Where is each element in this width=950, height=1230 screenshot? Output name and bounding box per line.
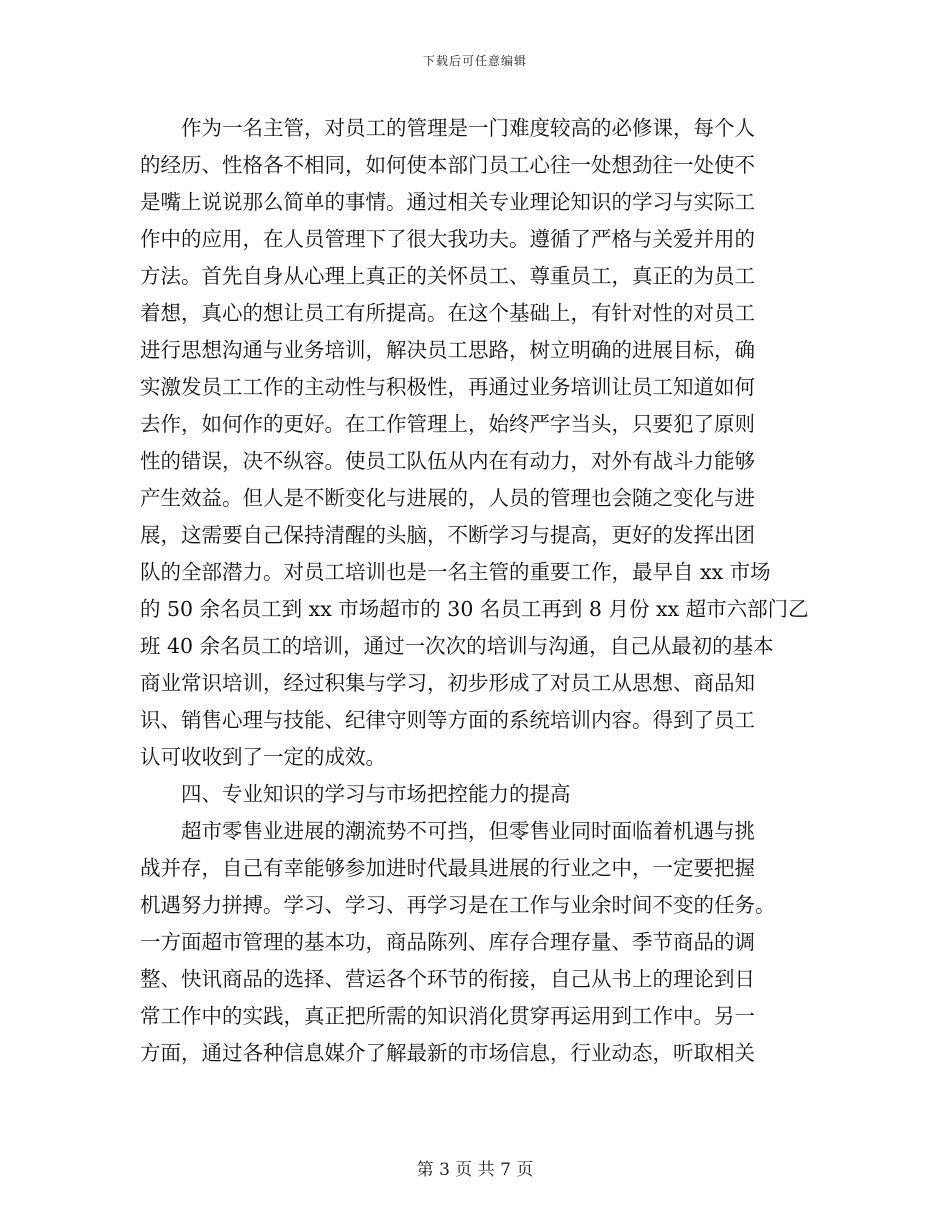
- text-line: 去作，如何作的更好。在工作管理上，始终严字当头，只要犯了原则: [140, 412, 755, 436]
- text-line: 性的错误，决不纵容。使员工队伍从内在有动力，对外有战斗力能够: [140, 449, 755, 473]
- text-line: 队的全部潜力。对员工培训也是一名主管的重要工作，最早自 xx 市场: [140, 560, 771, 584]
- text-line: 作为一名主管，对员工的管理是一门难度较高的必修课，每个人: [181, 116, 755, 140]
- text-line: 作中的应用，在人员管理下了很大我功夫。遵循了严格与关爱并用的: [140, 227, 755, 251]
- text-line: 识、销售心理与技能、纪律守则等方面的系统培训内容。得到了员工: [140, 708, 755, 732]
- text-line: 的 50 余名员工到 xx 市场超市的 30 名员工再到 8 月份 xx 超市六部门乙: [140, 597, 809, 621]
- text-line: 展，这需要自己保持清醒的头脑，不断学习与提高，更好的发挥出团: [140, 523, 755, 547]
- text-line: 着想，真心的想让员工有所提高。在这个基础上，有针对性的对员工: [140, 301, 755, 325]
- text-line: 认可收收到了一定的成效。: [140, 745, 386, 769]
- text-line: 整、快讯商品的选择、营运各个环节的衔接，自己从书上的理论到日: [140, 967, 755, 991]
- page-header: 下载后可任意编辑: [422, 54, 527, 68]
- text-line: 商业常识培训，经过积集与学习，初步形成了对员工从思想、商品知: [140, 671, 755, 695]
- text-line: 班 40 余名员工的培训，通过一次次的培训与沟通，自己从最初的基本: [140, 634, 774, 658]
- page-number: 第 3 页 共 7 页: [416, 1160, 534, 1180]
- text-line: 机遇努力拼搏。学习、学习、再学习是在工作与业余时间不变的任务。: [140, 893, 776, 917]
- document-body: [140, 110, 820, 1072]
- text-line: 的经历、性格各不相同，如何使本部门员工心往一处想劲往一处使不: [140, 153, 755, 177]
- text-line: 方法。首先自身从心理上真正的关怀员工、尊重员工，真正的为员工: [140, 264, 755, 288]
- text-line: 产生效益。但人是不断变化与进展的，人员的管理也会随之变化与进: [140, 486, 755, 510]
- text-line: 超市零售业进展的潮流势不可挡，但零售业同时面临着机遇与挑: [181, 819, 755, 843]
- text-line: 实激发员工工作的主动性与积极性，再通过业务培训让员工知道如何: [140, 375, 755, 399]
- text-line: 战并存，自己有幸能够参加进时代最具进展的行业之中，一定要把握: [140, 856, 755, 880]
- text-line: 是嘴上说说那么简单的事情。通过相关专业理论知识的学习与实际工: [140, 190, 755, 214]
- text-line: 进行思想沟通与业务培训，解决员工思路，树立明确的进展目标，确: [140, 338, 755, 362]
- text-line: 常工作中的实践，真正把所需的知识消化贯穿再运用到工作中。另一: [140, 1004, 755, 1028]
- text-line: 方面，通过各种信息媒介了解最新的市场信息，行业动态，听取相关: [140, 1041, 755, 1065]
- text-line: 一方面超市管理的基本功，商品陈列、库存合理存量、季节商品的调: [140, 930, 755, 954]
- section-heading: 四、专业知识的学习与市场把控能力的提高: [181, 782, 571, 806]
